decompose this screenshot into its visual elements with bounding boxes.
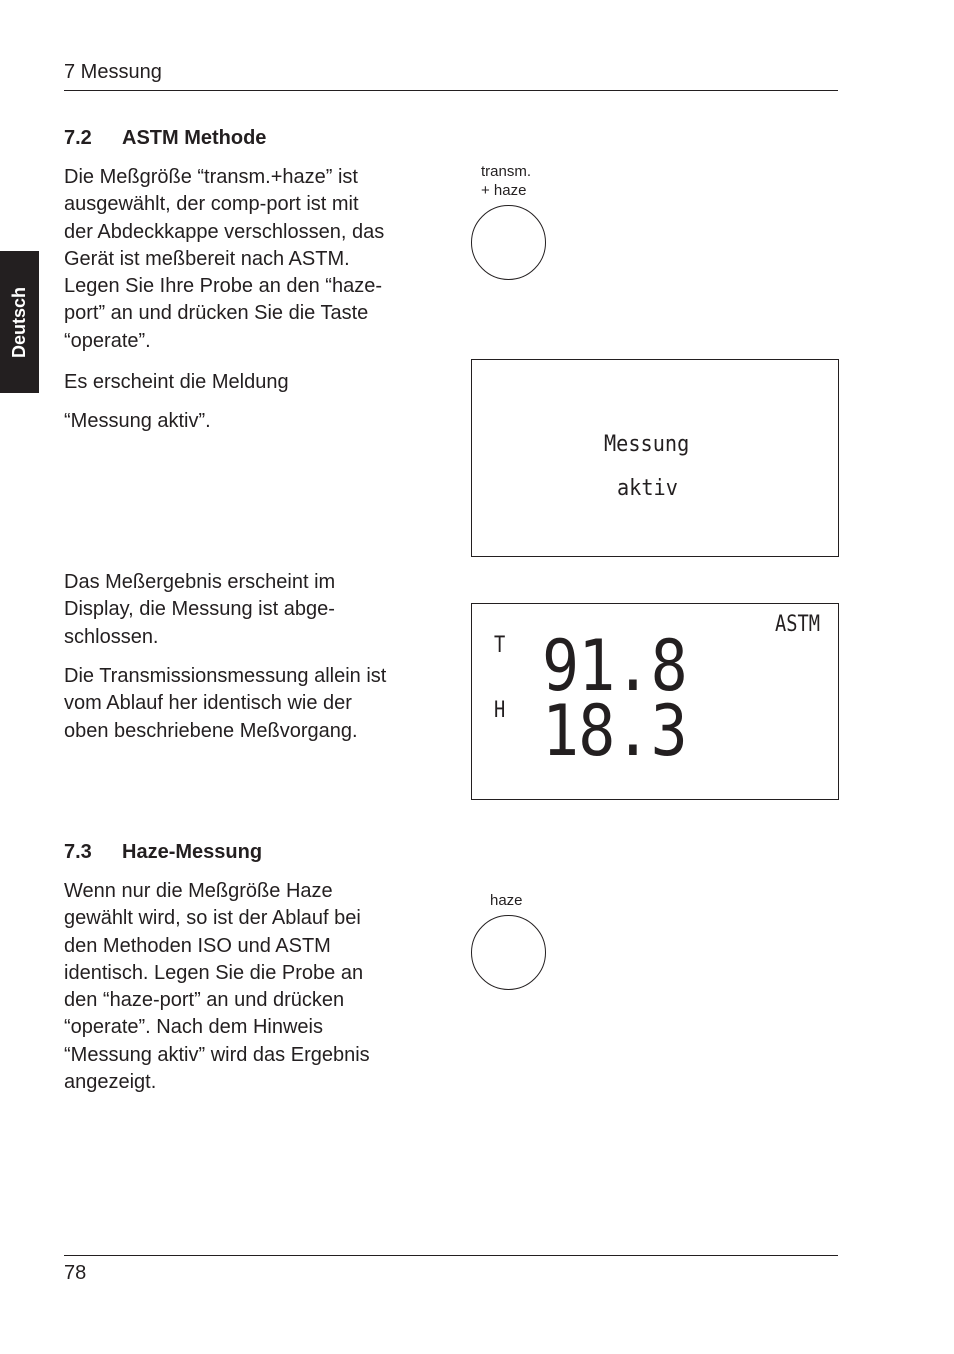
- text-line: angezeigt.: [64, 1071, 157, 1094]
- running-header: 7 Messung: [64, 61, 162, 83]
- text-line: schlossen.: [64, 625, 159, 648]
- section-number: 7.3: [64, 841, 92, 863]
- display-result: [471, 603, 839, 800]
- text-line: identisch. Legen Sie die Probe an: [64, 961, 364, 984]
- display-row-label: H: [494, 698, 506, 723]
- display-row-label: T: [494, 633, 506, 658]
- text-line: “operate”. Nach dem Hinweis: [64, 1016, 323, 1039]
- section-title: ASTM Methode: [122, 127, 267, 149]
- display-measurement-active: [471, 359, 839, 557]
- display-row-value: 18.3: [542, 690, 687, 772]
- language-tab-label: Deutsch: [9, 286, 30, 358]
- text-line: der Abdeckkappe verschlossen, das: [64, 220, 385, 243]
- section-title: Haze-Messung: [122, 841, 263, 863]
- display-row-value: 91.8: [542, 625, 687, 707]
- text-line: “Messung aktiv”.: [64, 410, 211, 432]
- paragraph-message-intro: [64, 369, 444, 396]
- text-line: Die Meßgröße “transm.+haze” ist: [64, 166, 358, 188]
- text-line: Display, die Messung ist abge-: [64, 598, 335, 621]
- text-line: den “haze-port” an und drücken: [64, 989, 345, 1012]
- knob-label-line: transm.: [481, 163, 532, 180]
- display-line: aktiv: [617, 476, 678, 501]
- knob-label-line: + haze: [481, 182, 527, 199]
- paragraph-result: [64, 569, 444, 651]
- text-line: gewählt wird, so ist der Ablauf bei: [64, 907, 361, 930]
- text-line: Es erscheint die Meldung: [64, 371, 289, 393]
- paragraph-haze: [64, 878, 444, 1096]
- text-line: den Methoden ISO und ASTM: [64, 934, 331, 957]
- text-line: Gerät ist meßbereit nach ASTM.: [64, 247, 350, 270]
- header-rule: [64, 90, 838, 91]
- knob-label-haze: haze: [490, 892, 523, 909]
- text-line: Das Meßergebnis erscheint im: [64, 571, 336, 593]
- text-line: vom Ablauf her identisch wie der: [64, 692, 352, 715]
- language-tab: [0, 251, 39, 393]
- section-heading-7-2: [64, 126, 266, 150]
- footer-rule: [64, 1255, 838, 1256]
- paragraph-message: [64, 408, 444, 435]
- text-line: Wenn nur die Meßgröße Haze: [64, 880, 333, 902]
- text-line: “Messung aktiv” wird das Ergebnis: [64, 1043, 370, 1066]
- display-mode: ASTM: [775, 612, 821, 637]
- text-line: port” an und drücken Sie die Taste: [64, 302, 369, 325]
- knob-label-transm-haze: [481, 162, 531, 200]
- text-line: oben beschriebene Meßvorgang.: [64, 719, 358, 742]
- text-line: Legen Sie Ihre Probe an den “haze-: [64, 275, 382, 298]
- round-button-icon: [471, 915, 546, 990]
- text-line: Die Transmissionsmessung allein ist: [64, 665, 387, 687]
- paragraph-intro: [64, 164, 444, 355]
- paragraph-transmission: [64, 663, 444, 745]
- text-line: ausgewählt, der comp-port ist mit: [64, 193, 359, 216]
- page-number: 78: [64, 1262, 87, 1284]
- display-line: Messung: [604, 432, 690, 457]
- section-heading-7-3: [64, 840, 262, 864]
- text-line: “operate”.: [64, 329, 151, 352]
- round-button-icon: [471, 205, 546, 280]
- section-number: 7.2: [64, 127, 92, 149]
